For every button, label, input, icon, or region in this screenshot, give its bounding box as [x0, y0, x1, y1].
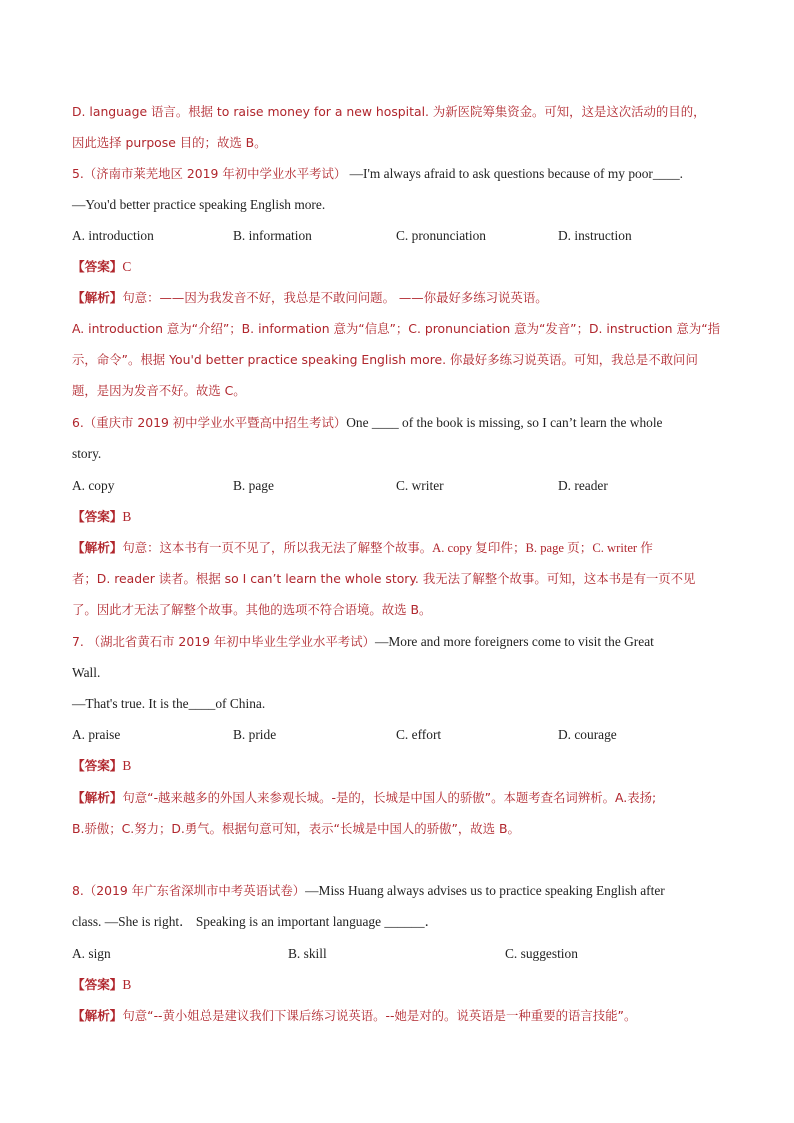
q7-analysis-line-1 [72, 789, 656, 807]
q7-stem-line-3: —That's true. It is the____of China. [72, 696, 266, 711]
q8-analysis-tag: 【解析】 [72, 1008, 123, 1023]
q5-stem-line-2: —You'd better practice speaking English more. [72, 197, 326, 212]
q7-option-d: D. courage [558, 727, 617, 742]
q6-option-a: A. copy [72, 478, 115, 493]
q5-analysis-line-2: A. introduction 意为“介绍”；B. information 意为“信息”；C. pronunciation 意为“发音”；D. instruction 意为“指 [72, 321, 721, 336]
q8-option-b: B. skill [288, 946, 327, 961]
q6-answer: B [122, 509, 132, 524]
q7-stem-line-2: Wall. [72, 665, 101, 680]
q8-option-c: C. suggestion [505, 946, 578, 961]
q8-answer-line [72, 976, 131, 994]
q6-answer-line [72, 508, 131, 526]
q5-answer-line [72, 258, 131, 276]
q5-stem-line-1 [72, 165, 683, 183]
q6-option-d: D. reader [558, 478, 608, 493]
q8-source: 8.（2019 年广东省深圳市中考英语试卷） [72, 883, 306, 898]
q7-analysis-tag: 【解析】 [72, 790, 123, 805]
q7-stem-line-1 [72, 633, 654, 651]
q6-analysis-1b: A. copy 复印件；B. page 页；C. writer 作 [432, 541, 653, 555]
q7-answer-tag: 【答案】 [72, 758, 123, 773]
q6-source: 6.（重庆市 2019 初中学业水平暨高中招生考试） [72, 415, 347, 430]
q6-analysis-tag: 【解析】 [72, 540, 123, 555]
intro-line-1: D. language 语言。根据 to raise money for a new hospital. 为新医院筹集资金。可知，这是这次活动的目的， [72, 104, 706, 119]
q6-stem-1: One ____ of the book is missing, so I can’t learn the whole [346, 415, 663, 430]
q5-answer-tag: 【答案】 [72, 259, 123, 274]
q8-stem-line-2: class. —She is right． Speaking is an important language ______． [72, 914, 438, 929]
q6-answer-tag: 【答案】 [72, 509, 123, 524]
q6-analysis-line-3: 了。因此才无法了解整个故事。其他的选项不符合语境。故选 B。 [72, 602, 432, 617]
q7-option-a: A. praise [72, 727, 121, 742]
q7-stem-1: —More and more foreigners come to visit the Great [374, 634, 654, 649]
q5-source: 5.（济南市莱芜地区 2019 年初中学业水平考试） [72, 166, 347, 181]
q7-analysis-1: 句意“-越来越多的外国人来参观长城。-是的，长城是中国人的骄傲”。本题考查名词辨析。A.表扬; [122, 790, 657, 805]
q6-option-b: B. page [233, 478, 274, 493]
q5-option-b: B. information [233, 228, 312, 243]
q7-source: 7. （湖北省黄石市 2019 年初中毕业生学业水平考试） [72, 634, 375, 649]
q7-answer-line [72, 757, 131, 775]
q5-answer: C [122, 259, 132, 274]
q6-analysis-line-2: 者；D. reader 读者。根据 so I can’t learn the whole story. 我无法了解整个故事。可知，这本书是有一页不见 [72, 571, 696, 586]
q5-analysis-line-1 [72, 289, 548, 307]
q6-analysis-1a: 句意：这本书有一页不见了，所以我无法了解整个故事。 [122, 540, 433, 555]
q7-analysis-line-2: B.骄傲；C.努力；D.勇气。根据句意可知，表示“长城是中国人的骄傲”，故选 B。 [72, 821, 520, 836]
q8-answer: B [122, 977, 132, 992]
q8-stem-line-1 [72, 882, 665, 900]
q5-analysis-1: 句意：——因为我发音不好，我总是不敢问问题。 ——你最好多练习说英语。 [122, 290, 548, 305]
q8-analysis-line-1 [72, 1007, 636, 1025]
intro-line-2: 因此选择 purpose 目的；故选 B。 [72, 135, 267, 150]
q8-option-a: A. sign [72, 946, 111, 961]
q8-analysis-1: 句意“--黄小姐总是建议我们下课后练习说英语。--她是对的。说英语是一种重要的语言技能”。 [122, 1008, 637, 1023]
q7-answer: B [122, 758, 132, 773]
q7-option-b: B. pride [233, 727, 277, 742]
q6-analysis-line-1 [72, 539, 653, 557]
q6-stem-line-1 [72, 414, 663, 432]
q5-analysis-tag: 【解析】 [72, 290, 123, 305]
q8-answer-tag: 【答案】 [72, 977, 123, 992]
q5-stem-1: —I'm always afraid to ask questions because of my poor____. [346, 166, 683, 181]
q5-analysis-line-4: 题，是因为发音不好。故选 C。 [72, 383, 246, 398]
q6-stem-line-2: story. [72, 446, 102, 461]
q7-option-c: C. effort [396, 727, 442, 742]
q6-option-c: C. writer [396, 478, 444, 493]
q5-option-a: A. introduction [72, 228, 154, 243]
q5-option-d: D. instruction [558, 228, 632, 243]
q5-option-c: C. pronunciation [396, 228, 487, 243]
q8-stem-1: —Miss Huang always advises us to practice speaking English after [305, 883, 665, 898]
q5-analysis-line-3: 示，命令”。根据 You'd better practice speaking English more. 你最好多练习说英语。可知，我总是不敢问问 [72, 352, 698, 367]
